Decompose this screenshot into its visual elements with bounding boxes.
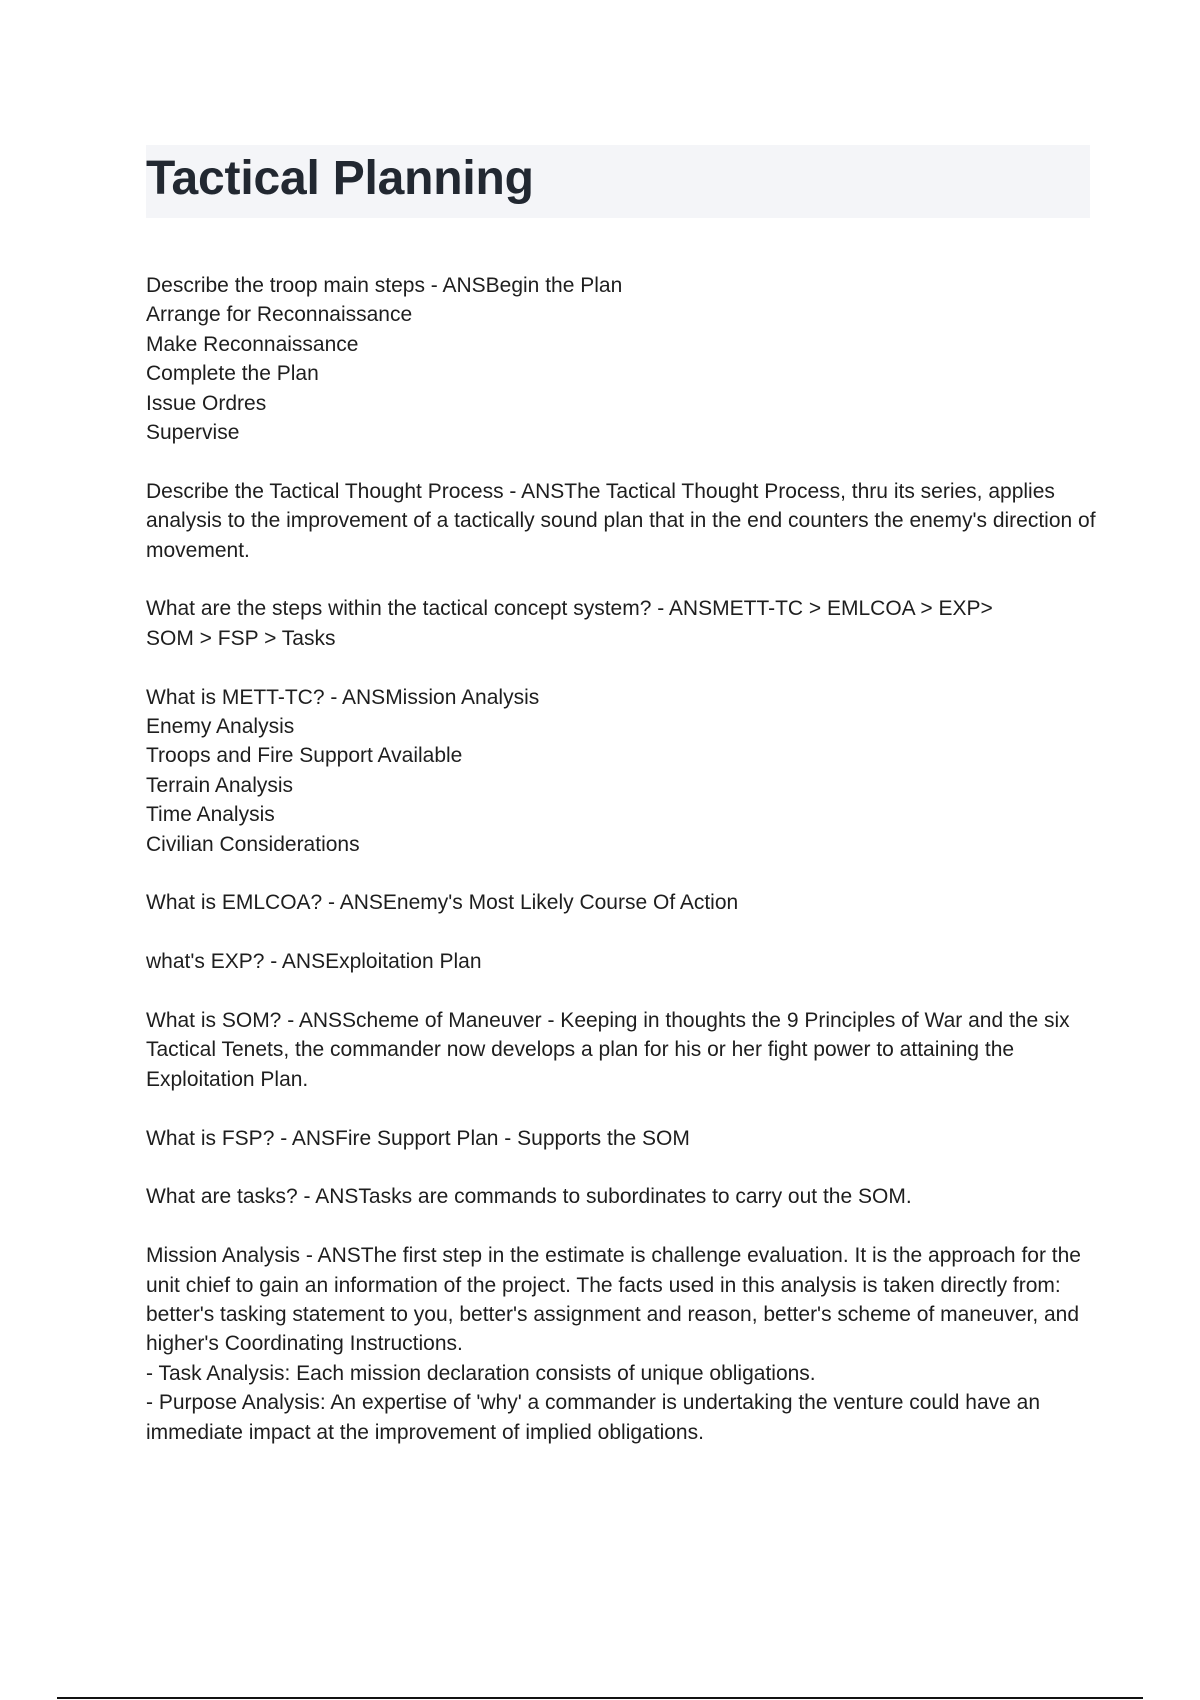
qa-line: Civilian Considerations: [146, 832, 360, 856]
qa-line: SOM > FSP > Tasks: [146, 626, 336, 650]
qa-line: Make Reconnaissance: [146, 332, 359, 356]
qa-line: Describe the troop main steps - ANSBegin the Plan: [146, 274, 623, 297]
qa-line: what's EXP? - ANSExploitation Plan: [146, 950, 482, 974]
qa-paragraph: Describe the Tactical Thought Process - ANSThe Tactical Thought Process, thru its series, applies analysis to the improvement of a tactically sound plan that in the end counters the enemy's direction of movement.: [146, 479, 1096, 562]
qa-line: Terrain Analysis: [146, 773, 294, 797]
qa-fsp: [146, 1124, 1096, 1153]
title-banner: [146, 145, 1090, 218]
qa-line: Issue Ordres: [146, 391, 267, 415]
page-title: Tactical Planning: [146, 152, 534, 205]
qa-line: What is EMLCOA? - ANSEnemy's Most Likely Course Of Action: [146, 891, 739, 915]
qa-line: What is METT-TC? - ANSMission Analysis: [146, 685, 540, 709]
qa-paragraph: Mission Analysis - ANSThe first step in the estimate is challenge evaluation. It is the approach for the unit chief to gain an information of the project. The facts used in this analysis is taken directly from: better's tasking statement to you, better's assignment and reason, better's scheme of maneuver, and higher's Coordinating Instructions.: [146, 1244, 1081, 1356]
qa-paragraph: What is SOM? - ANSScheme of Maneuver - Keeping in thoughts the 9 Principles of War and the six Tactical Tenets, the commander now develops a plan for his or her fight power to attaining the Exploitation Plan.: [146, 1009, 1070, 1091]
qa-troop-steps: [146, 271, 1096, 447]
qa-line: What are the steps within the tactical concept system? - ANSMETT-TC > EMLCOA > EXP>: [146, 597, 993, 621]
qa-line: Time Analysis: [146, 803, 275, 827]
qa-tactical-concept-steps: [146, 594, 1096, 653]
qa-tasks: [146, 1182, 1096, 1211]
qa-som: [146, 1006, 1096, 1094]
qa-line: Arrange for Reconnaissance: [146, 303, 413, 327]
qa-line: Complete the Plan: [146, 362, 319, 386]
qa-line: What is FSP? - ANSFire Support Plan - Supports the SOM: [146, 1126, 690, 1150]
qa-exp: [146, 947, 1096, 976]
qa-line: What are tasks? - ANSTasks are commands to subordinates to carry out the SOM.: [146, 1185, 912, 1209]
qa-mission-analysis: [146, 1241, 1096, 1447]
qa-bullet: - Task Analysis: Each mission declaration consists of unique obligations.: [146, 1361, 816, 1385]
qa-line: Supervise: [146, 421, 240, 445]
qa-emlcoa: [146, 888, 1096, 917]
qa-line: Enemy Analysis: [146, 715, 295, 739]
qa-bullet: - Purpose Analysis: An expertise of 'why' a commander is undertaking the venture could have an immediate impact at the improvement of implied obligations.: [146, 1391, 1041, 1444]
qa-mett-tc: [146, 683, 1096, 859]
footer-divider: [57, 1697, 1143, 1699]
qa-content: [146, 271, 1096, 1447]
qa-line: Troops and Fire Support Available: [146, 744, 463, 768]
qa-tactical-thought-process: [146, 477, 1096, 565]
